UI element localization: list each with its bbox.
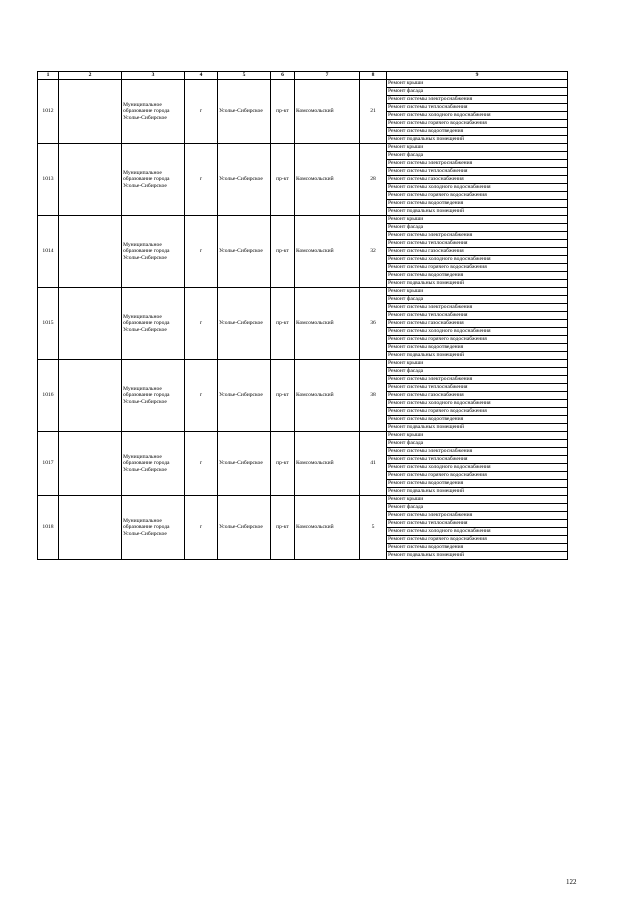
empty-cell — [59, 216, 122, 288]
repair-work-cell: Ремонт системы водоотведения — [387, 416, 568, 424]
repair-work-cell: Ремонт системы холодного водоснабжения — [387, 328, 568, 336]
repair-work-cell: Ремонт подвальных помещений — [387, 424, 568, 432]
street-type-cell: пр-кт — [271, 216, 295, 288]
table-row — [38, 80, 568, 88]
empty-cell — [59, 496, 122, 560]
repair-work-cell: Ремонт крыши — [387, 496, 568, 504]
settlement-cell: Усолье-Сибирское — [218, 80, 271, 144]
repair-work-cell: Ремонт подвальных помещений — [387, 352, 568, 360]
repair-work-cell: Ремонт системы газоснабжения — [387, 392, 568, 400]
street-cell: Комсомольский — [295, 496, 360, 560]
housing-repair-table — [37, 71, 568, 560]
header-cell: 9 — [387, 72, 568, 80]
repair-work-cell: Ремонт крыши — [387, 216, 568, 224]
header-row — [38, 72, 568, 80]
table-row — [38, 496, 568, 504]
house-number-cell: 21 — [360, 80, 387, 144]
repair-work-cell: Ремонт системы холодного водоснабжения — [387, 112, 568, 120]
repair-work-cell: Ремонт системы электроснабжения — [387, 160, 568, 168]
table-row — [38, 360, 568, 368]
repair-work-cell: Ремонт системы теплоснабжения — [387, 168, 568, 176]
repair-work-cell: Ремонт системы холодного водоснабжения — [387, 184, 568, 192]
table-row — [38, 432, 568, 440]
street-cell: Комсомольский — [295, 144, 360, 216]
header-cell: 1 — [38, 72, 59, 80]
street-cell: Комсомольский — [295, 360, 360, 432]
street-cell: Комсомольский — [295, 216, 360, 288]
header-cell: 3 — [122, 72, 185, 80]
settlement-cell: Усолье-Сибирское — [218, 144, 271, 216]
repair-work-cell: Ремонт системы газоснабжения — [387, 176, 568, 184]
repair-work-cell: Ремонт подвальных помещений — [387, 552, 568, 560]
repair-work-cell: Ремонт системы электроснабжения — [387, 96, 568, 104]
settlement-type-cell: г — [185, 288, 218, 360]
repair-work-cell: Ремонт фасада — [387, 504, 568, 512]
row-number-cell: 1015 — [38, 288, 59, 360]
page-number: 122 — [566, 878, 577, 886]
settlement-cell: Усолье-Сибирское — [218, 496, 271, 560]
table-row — [38, 288, 568, 296]
header-cell: 4 — [185, 72, 218, 80]
repair-work-cell: Ремонт фасада — [387, 440, 568, 448]
repair-work-cell: Ремонт системы горячего водоснабжения — [387, 120, 568, 128]
house-number-cell: 32 — [360, 216, 387, 288]
repair-work-cell: Ремонт системы теплоснабжения — [387, 312, 568, 320]
owner-cell: Муниципальное образование города Усолье-Сибирское — [122, 80, 185, 144]
repair-work-cell: Ремонт крыши — [387, 360, 568, 368]
repair-work-cell: Ремонт системы холодного водоснабжения — [387, 256, 568, 264]
repair-work-cell: Ремонт фасада — [387, 152, 568, 160]
row-number-cell: 1016 — [38, 360, 59, 432]
header-cell: 5 — [218, 72, 271, 80]
row-number-cell: 1013 — [38, 144, 59, 216]
repair-work-cell: Ремонт системы газоснабжения — [387, 320, 568, 328]
row-number-cell: 1012 — [38, 80, 59, 144]
repair-work-cell: Ремонт системы холодного водоснабжения — [387, 464, 568, 472]
empty-cell — [59, 80, 122, 144]
street-cell: Комсомольский — [295, 288, 360, 360]
repair-work-cell: Ремонт фасада — [387, 224, 568, 232]
owner-cell: Муниципальное образование города Усолье-Сибирское — [122, 432, 185, 496]
empty-cell — [59, 360, 122, 432]
settlement-cell: Усолье-Сибирское — [218, 216, 271, 288]
row-number-cell: 1014 — [38, 216, 59, 288]
settlement-cell: Усолье-Сибирское — [218, 288, 271, 360]
settlement-cell: Усолье-Сибирское — [218, 360, 271, 432]
repair-work-cell: Ремонт крыши — [387, 144, 568, 152]
table-body — [38, 80, 568, 560]
repair-work-cell: Ремонт системы электроснабжения — [387, 448, 568, 456]
repair-work-cell: Ремонт системы холодного водоснабжения — [387, 528, 568, 536]
repair-work-cell: Ремонт системы водоотведения — [387, 128, 568, 136]
header-cell: 6 — [271, 72, 295, 80]
repair-work-cell: Ремонт системы горячего водоснабжения — [387, 536, 568, 544]
repair-work-cell: Ремонт системы теплоснабжения — [387, 520, 568, 528]
repair-work-cell: Ремонт системы горячего водоснабжения — [387, 472, 568, 480]
repair-work-cell: Ремонт фасада — [387, 88, 568, 96]
house-number-cell: 5 — [360, 496, 387, 560]
owner-cell: Муниципальное образование города Усолье-Сибирское — [122, 216, 185, 288]
repair-work-cell: Ремонт системы электроснабжения — [387, 512, 568, 520]
street-type-cell: пр-кт — [271, 288, 295, 360]
repair-work-cell: Ремонт крыши — [387, 288, 568, 296]
settlement-type-cell: г — [185, 360, 218, 432]
repair-work-cell: Ремонт системы электроснабжения — [387, 304, 568, 312]
repair-work-cell: Ремонт системы горячего водоснабжения — [387, 336, 568, 344]
repair-work-cell: Ремонт системы электроснабжения — [387, 376, 568, 384]
empty-cell — [59, 432, 122, 496]
street-type-cell: пр-кт — [271, 496, 295, 560]
repair-work-cell: Ремонт крыши — [387, 432, 568, 440]
table-row — [38, 144, 568, 152]
table-row — [38, 216, 568, 224]
repair-work-cell: Ремонт системы горячего водоснабжения — [387, 264, 568, 272]
owner-cell: Муниципальное образование города Усолье-Сибирское — [122, 496, 185, 560]
street-cell: Комсомольский — [295, 80, 360, 144]
street-type-cell: пр-кт — [271, 144, 295, 216]
street-cell: Комсомольский — [295, 432, 360, 496]
repair-work-cell: Ремонт системы теплоснабжения — [387, 456, 568, 464]
settlement-type-cell: г — [185, 80, 218, 144]
repair-work-cell: Ремонт системы теплоснабжения — [387, 240, 568, 248]
settlement-type-cell: г — [185, 144, 218, 216]
row-number-cell: 1018 — [38, 496, 59, 560]
street-type-cell: пр-кт — [271, 432, 295, 496]
house-number-cell: 28 — [360, 144, 387, 216]
row-number-cell: 1017 — [38, 432, 59, 496]
settlement-type-cell: г — [185, 432, 218, 496]
repair-work-cell: Ремонт фасада — [387, 296, 568, 304]
owner-cell: Муниципальное образование города Усолье-Сибирское — [122, 288, 185, 360]
repair-work-cell: Ремонт системы горячего водоснабжения — [387, 408, 568, 416]
settlement-type-cell: г — [185, 216, 218, 288]
repair-work-cell: Ремонт системы газоснабжения — [387, 248, 568, 256]
repair-work-cell: Ремонт системы горячего водоснабжения — [387, 192, 568, 200]
empty-cell — [59, 144, 122, 216]
repair-work-cell: Ремонт системы теплоснабжения — [387, 104, 568, 112]
repair-work-cell: Ремонт подвальных помещений — [387, 280, 568, 288]
repair-work-cell: Ремонт системы водоотведения — [387, 200, 568, 208]
street-type-cell: пр-кт — [271, 80, 295, 144]
header-cell: 7 — [295, 72, 360, 80]
repair-work-cell: Ремонт крыши — [387, 80, 568, 88]
empty-cell — [59, 288, 122, 360]
owner-cell: Муниципальное образование города Усолье-Сибирское — [122, 360, 185, 432]
repair-work-cell: Ремонт подвальных помещений — [387, 488, 568, 496]
house-number-cell: 41 — [360, 432, 387, 496]
repair-work-cell: Ремонт системы электроснабжения — [387, 232, 568, 240]
settlement-cell: Усолье-Сибирское — [218, 432, 271, 496]
repair-work-cell: Ремонт фасада — [387, 368, 568, 376]
repair-work-cell: Ремонт системы водоотведения — [387, 344, 568, 352]
street-type-cell: пр-кт — [271, 360, 295, 432]
house-number-cell: 36 — [360, 288, 387, 360]
owner-cell: Муниципальное образование города Усолье-Сибирское — [122, 144, 185, 216]
repair-work-cell: Ремонт системы теплоснабжения — [387, 384, 568, 392]
repair-work-cell: Ремонт системы водоотведения — [387, 272, 568, 280]
repair-work-cell: Ремонт подвальных помещений — [387, 136, 568, 144]
repair-work-cell: Ремонт подвальных помещений — [387, 208, 568, 216]
repair-work-cell: Ремонт системы водоотведения — [387, 544, 568, 552]
header-cell: 8 — [360, 72, 387, 80]
header-cell: 2 — [59, 72, 122, 80]
settlement-type-cell: г — [185, 496, 218, 560]
house-number-cell: 38 — [360, 360, 387, 432]
repair-work-cell: Ремонт системы холодного водоснабжения — [387, 400, 568, 408]
repair-work-cell: Ремонт системы водоотведения — [387, 480, 568, 488]
